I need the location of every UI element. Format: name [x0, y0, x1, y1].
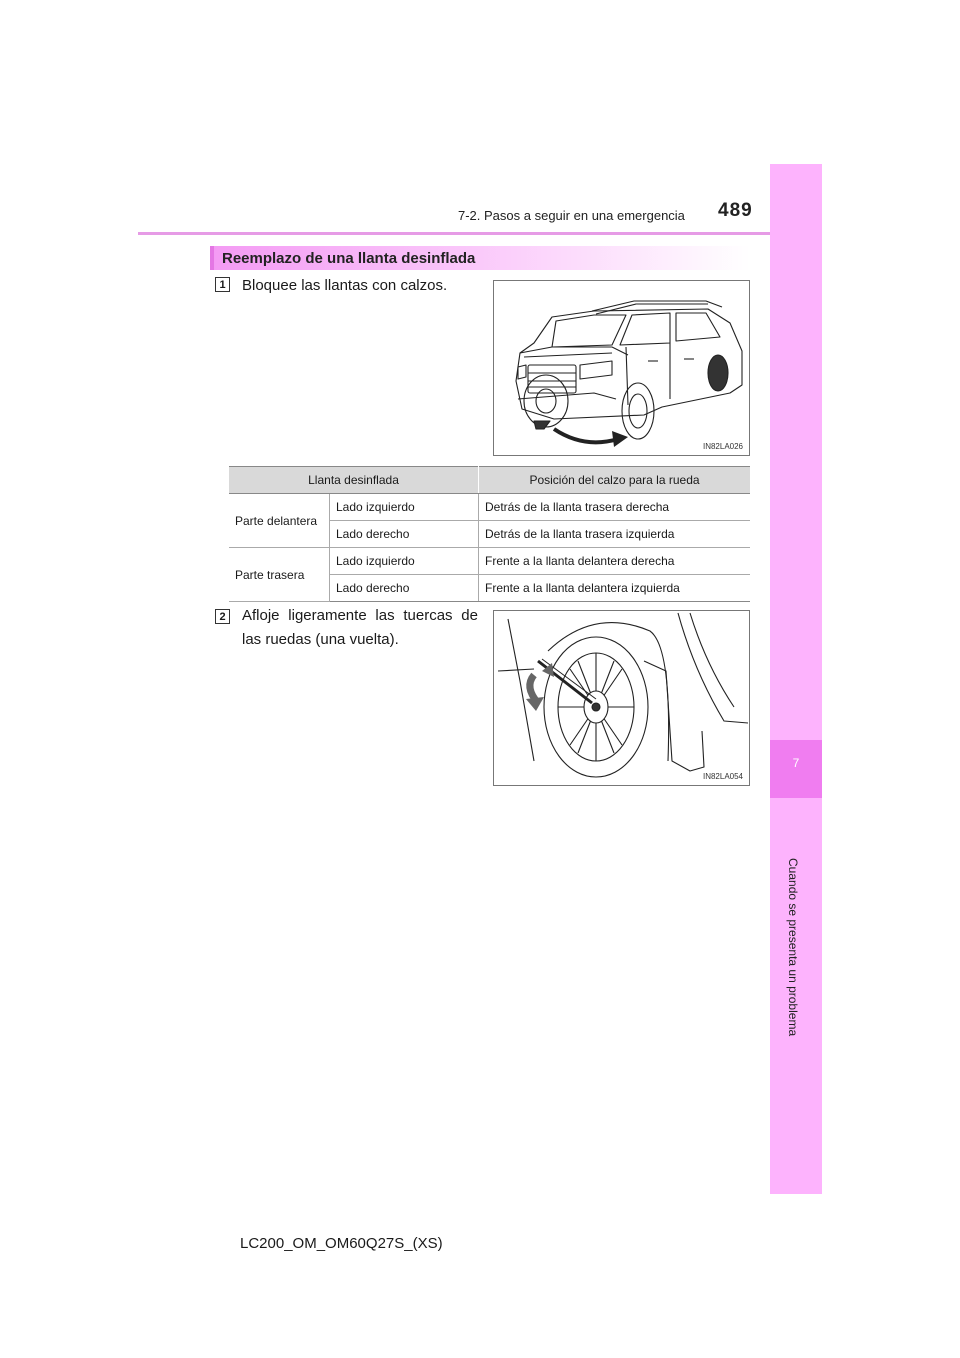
table-cell-position: Frente a la llanta delantera izquierda	[479, 575, 751, 602]
table-row	[229, 494, 750, 521]
step-instruction: Bloquee las llantas con calzos.	[242, 277, 448, 294]
table-group-label: Parte delantera	[229, 494, 330, 548]
figure-code: IN82LA054	[702, 772, 743, 781]
table-header-chock-position: Posición del calzo para la rueda	[479, 467, 751, 494]
table-header-flat-tire: Llanta desinflada	[229, 467, 479, 494]
chapter-side-tab	[770, 164, 822, 1194]
table-cell-position: Frente a la llanta delantera derecha	[479, 548, 751, 575]
table-group-label: Parte trasera	[229, 548, 330, 602]
table-cell-position: Detrás de la llanta trasera izquierda	[479, 521, 751, 548]
figure-code: IN82LA026	[702, 442, 743, 451]
step-instruction: Afloje ligeramente las tuercas de las ruedas (una vuelta).	[242, 607, 478, 648]
step-number-badge: 2	[215, 609, 230, 624]
chapter-number: 7	[792, 756, 800, 770]
chock-position-table	[229, 466, 750, 602]
document-code: LC200_OM_OM60Q27S_(XS)	[240, 1235, 443, 1252]
header-divider	[138, 232, 822, 235]
table-cell-position: Detrás de la llanta trasera derecha	[479, 494, 751, 521]
page-number: 489	[718, 200, 753, 221]
chapter-title-vertical: Cuando se presenta un problema	[786, 858, 800, 1037]
step-2-figure	[493, 610, 750, 786]
step-1-figure	[493, 280, 750, 456]
table-cell-side: Lado izquierdo	[330, 494, 479, 521]
suv-with-wheel-chock-illustration	[494, 281, 749, 455]
wheel-nut-wrench-illustration	[494, 611, 749, 785]
step-number-badge: 1	[215, 277, 230, 292]
table-cell-side: Lado derecho	[330, 575, 479, 602]
section-title: Reemplazo de una llanta desinflada	[222, 250, 476, 267]
header-section-title: 7-2. Pasos a seguir en una emergencia	[458, 208, 685, 223]
table-row	[229, 548, 750, 575]
table-cell-side: Lado izquierdo	[330, 548, 479, 575]
table-cell-side: Lado derecho	[330, 521, 479, 548]
table-header-row	[229, 467, 750, 494]
